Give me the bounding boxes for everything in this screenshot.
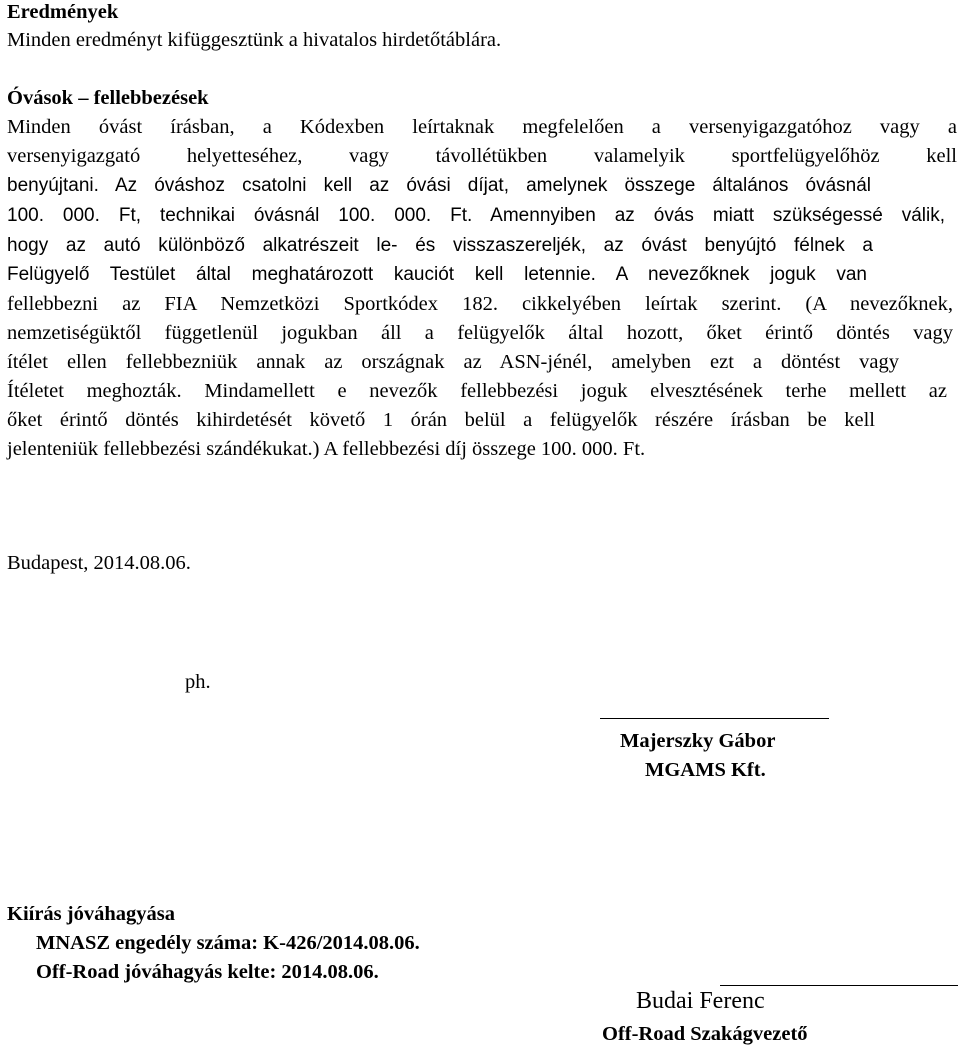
protests-line: ítélet ellen fellebbezniük annak az országnak az ASN-jénél, amelyben ezt a döntést vagy (7, 351, 899, 373)
stamp-placeholder: ph. (185, 671, 211, 693)
protests-line: hogy az autó különböző alkatrészeit le- és visszaszereljék, az óvást benyújtó félnek a (7, 235, 873, 256)
approval-heading: Kiírás jóváhagyása (7, 903, 175, 925)
results-heading: Eredmények (7, 1, 119, 23)
signature-line (720, 985, 958, 986)
protests-line: Minden óvást írásban, a Kódexben leírtaknak megfelelően a versenyigazgatóhoz vagy a (7, 116, 957, 138)
place-date: Budapest, 2014.08.06. (7, 552, 191, 574)
signer-organization: MGAMS Kft. (645, 759, 766, 781)
approver-title: Off-Road Szakágvezető (602, 1023, 808, 1045)
approver-name: Budai Ferenc (636, 988, 765, 1014)
signer-name: Majerszky Gábor (620, 730, 776, 752)
protests-heading: Óvások – fellebbezések (7, 87, 209, 109)
protests-line: 100. 000. Ft, technikai óvásnál 100. 000. Ft. Amennyiben az óvás miatt szükségessé válik, (7, 205, 945, 226)
offroad-approval-date: Off-Road jóváhagyás kelte: 2014.08.06. (36, 961, 379, 983)
protests-line: fellebbezni az FIA Nemzetközi Sportkódex 182. cikkelyében leírtak szerint. (A nevezőknek, (7, 293, 953, 315)
protests-line: benyújtani. Az óváshoz csatolni kell az óvási díjat, amelynek összege általános óvásnál (7, 175, 871, 196)
protests-line: versenyigazgató helyetteséhez, vagy távollétükben valamelyik sportfelügyelőhöz kell (7, 145, 957, 167)
protests-line: nemzetiségüktől függetlenül jogukban áll a felügyelők által hozott, őket érintő döntés vagy (7, 322, 953, 344)
permit-number: MNASZ engedély száma: K-426/2014.08.06. (36, 932, 420, 954)
signature-line (600, 718, 829, 719)
protests-line: őket érintő döntés kihirdetését követő 1 órán belül a felügyelők részére írásban be kell (7, 409, 875, 431)
protests-line: jelenteniük fellebbezési szándékukat.) A fellebbezési díj összege 100. 000. Ft. (7, 438, 646, 460)
protests-line: Felügyelő Testület által meghatározott kauciót kell letennie. A nevezőknek joguk van (7, 264, 867, 285)
results-text: Minden eredményt kifüggesztünk a hivatalos hirdetőtáblára. (7, 29, 502, 51)
protests-line: Ítéletet meghozták. Mindamellett e nevezők fellebbezési joguk elvesztésének terhe mellett az (7, 380, 947, 402)
